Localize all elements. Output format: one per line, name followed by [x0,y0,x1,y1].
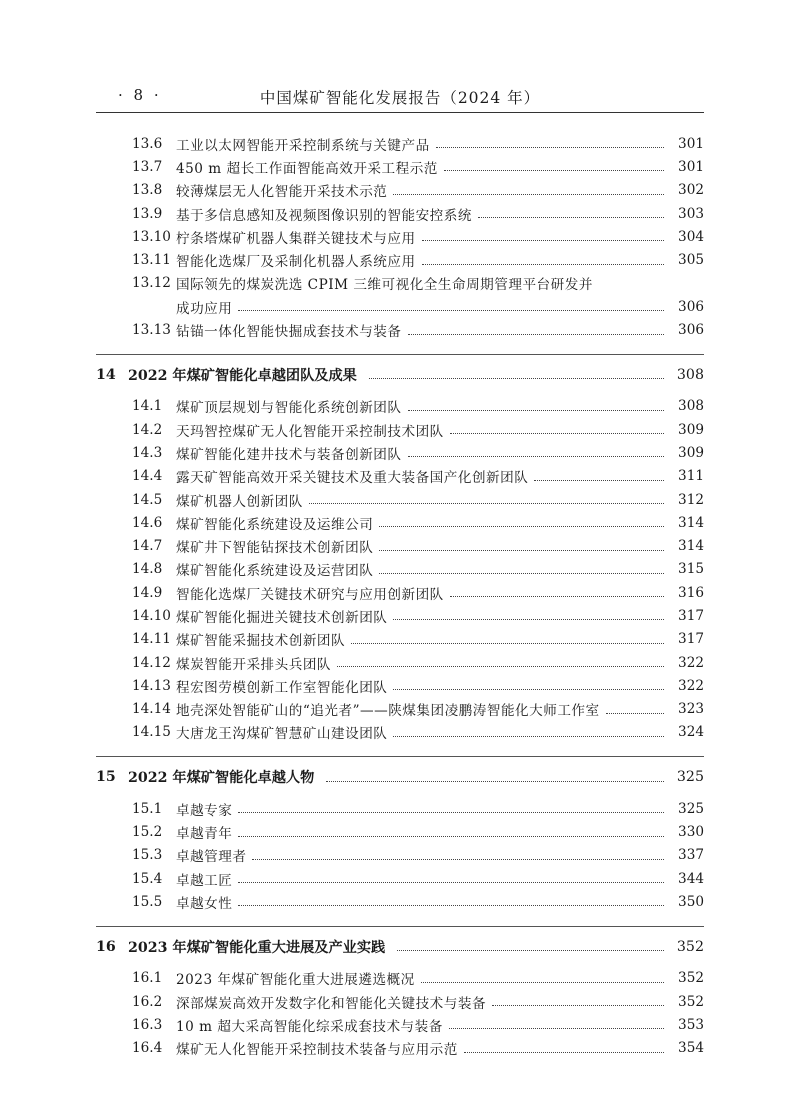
toc-entry [96,890,704,913]
toc-entry [96,441,704,464]
entry-title: 煤矿智能化掘进关键技术创新团队 [176,609,388,626]
entry-page: 324 [678,724,704,741]
entry-number: 15.2 [132,824,163,841]
entry-title: 深部煤炭高效开发数字化和智能化关键技术与装备 [176,995,487,1012]
entry-page: 305 [678,252,704,269]
dot-leader [326,781,664,782]
entry-page: 306 [678,322,704,339]
entry-number: 14.1 [132,398,163,415]
toc-entry [96,534,704,557]
entry-page: 301 [678,135,704,152]
dot-leader [238,836,664,837]
toc-entry-line [96,272,704,295]
entry-number: 13.6 [132,135,163,152]
section-spacer [96,914,704,920]
toc-entry [96,418,704,441]
entry-title: 基于多信息感知及视频图像识别的智能安控系统 [176,207,472,224]
entry-title: 煤矿智能化系统建设及运维公司 [176,516,374,533]
entry-title: 煤矿顶层规划与智能化系统创新团队 [176,400,402,417]
dot-leader [436,147,664,148]
chapter-page: 308 [676,366,704,383]
entry-page: 350 [678,893,704,910]
entry-number: 13.11 [132,252,171,269]
dot-leader [393,194,664,195]
entry-page: 317 [678,607,704,624]
entry-title: 煤矿智能采掘技术创新团队 [176,633,346,650]
entry-number: 14.15 [132,724,171,741]
dot-leader [238,812,664,813]
entry-page: 314 [678,514,704,531]
entry-title: 露天矿智能高效开采关键技术及重大装备国产化创新团队 [176,470,529,487]
dot-leader [492,1005,664,1006]
entry-number: 16.4 [132,1040,163,1057]
toc-entry [96,202,704,225]
toc-entry [96,628,704,651]
entry-number: 14.11 [132,631,171,648]
entry-page: 301 [678,158,704,175]
entry-number: 15.1 [132,800,163,817]
section-spacer [96,744,704,750]
toc-entry [96,488,704,511]
entry-page: 316 [678,584,704,601]
entry-number: 15.3 [132,847,163,864]
entry-number: 13.12 [132,275,171,292]
entry-number: 16.3 [132,1016,163,1033]
toc-entry [96,797,704,820]
entry-title: 智能化选煤厂关键技术研究与应用创新团队 [176,586,444,603]
entry-page: 302 [678,182,704,199]
entry-number: 14.13 [132,677,171,694]
page-header [96,86,704,110]
dot-leader [606,713,664,714]
toc-entry [96,820,704,843]
chapter-title: 2023 年煤矿智能化重大进展及产业实践 [128,939,386,956]
entry-number: 14.2 [132,421,163,438]
entry-title: 国际领先的煤炭洗选 CPIM 三维可视化全生命周期管理平台研发并 [176,277,593,294]
entry-page: 322 [678,654,704,671]
entry-page: 309 [678,444,704,461]
entry-number: 15.4 [132,870,163,887]
entry-number: 16.2 [132,993,163,1010]
entry-number: 16.1 [132,970,163,987]
entry-number: 14.8 [132,561,163,578]
dot-leader [421,982,664,983]
entry-page: 311 [678,468,704,485]
toc-entry [96,867,704,890]
toc-entry [96,155,704,178]
entry-number: 14.6 [132,514,163,531]
entry-page: 352 [678,993,704,1010]
dot-leader [422,264,664,265]
entry-number: 13.10 [132,228,171,245]
dot-leader [351,643,664,644]
entry-page: 323 [678,701,704,718]
entry-page: 306 [678,298,704,315]
chapter-heading [96,935,704,959]
toc-entry [96,395,704,418]
dot-leader [444,170,664,171]
entry-title: 柠条塔煤矿机器人集群关键技术与应用 [176,230,416,247]
entry-number: 13.13 [132,322,171,339]
toc-entry [96,1037,704,1060]
entry-number: 14.12 [132,654,171,671]
chapter-page: 352 [676,938,704,955]
entry-page: 322 [678,677,704,694]
dot-leader [379,573,664,574]
chapter-number: 14 [96,366,116,383]
entry-title: 卓越青年 [176,826,233,843]
entry-title: 大唐龙王沟煤矿智慧矿山建设团队 [176,726,388,743]
toc-entry [96,225,704,248]
dot-leader [534,480,664,481]
entry-page: 337 [678,847,704,864]
entry-title: 2023 年煤矿智能化重大进展遴选概况 [176,972,415,989]
dot-leader [408,334,665,335]
toc-entry [96,990,704,1013]
entry-title: 工业以太网智能开采控制系统与关键产品 [176,137,430,154]
toc-entry [96,651,704,674]
entry-title: 卓越专家 [176,802,233,819]
entry-number: 13.8 [132,182,163,199]
entry-title: 卓越女性 [176,895,233,912]
toc-entry-line [96,295,704,318]
entry-number: 14.3 [132,444,163,461]
chapter-divider [96,354,704,355]
entry-number: 14.9 [132,584,163,601]
entry-page: 325 [678,800,704,817]
dot-leader [408,410,665,411]
dot-leader [393,689,664,690]
entry-title: 钻锚一体化智能快掘成套技术与装备 [176,324,402,341]
section-spacer [96,342,704,348]
dot-leader [309,503,664,504]
entry-title: 煤矿无人化智能开采控制技术装备与应用示范 [176,1042,458,1059]
entry-page: 304 [678,228,704,245]
table-of-contents [96,132,704,1066]
entry-page: 309 [678,421,704,438]
entry-page: 330 [678,824,704,841]
dot-leader [252,859,664,860]
section-spacer [96,1060,704,1066]
entry-number: 14.4 [132,468,163,485]
entry-title: 10 m 超大采高智能化综采成套技术与装备 [176,1018,443,1035]
entry-title: 煤矿智能化系统建设及运营团队 [176,563,374,580]
dot-leader [478,217,664,218]
toc-entry [96,179,704,202]
entry-page: 314 [678,538,704,555]
chapter-title: 2022 年煤矿智能化卓越团队及成果 [128,367,357,384]
entry-page: 317 [678,631,704,648]
chapter-heading [96,765,704,789]
dot-leader [238,310,664,311]
toc-entry [96,1013,704,1036]
entry-number: 14.5 [132,491,163,508]
dot-leader [369,378,664,379]
toc-entry [96,511,704,534]
toc-entry [96,318,704,341]
dot-leader [337,666,664,667]
dot-leader [379,550,664,551]
entry-title: 程宏图劳模创新工作室智能化团队 [176,679,388,696]
dot-leader [379,526,664,527]
entry-title: 煤炭智能开采排头兵团队 [176,656,332,673]
toc-entry [96,558,704,581]
dot-leader [422,240,664,241]
entry-title: 卓越工匠 [176,872,233,889]
entry-page: 344 [678,870,704,887]
entry-page: 312 [678,491,704,508]
running-title: 中国煤矿智能化发展报告（2024 年） [259,89,541,107]
chapter-heading [96,363,704,387]
dot-leader [449,1028,664,1029]
entry-page: 354 [678,1040,704,1057]
dot-leader [450,596,664,597]
entry-title: 煤矿智能化建井技术与装备创新团队 [176,446,402,463]
dot-leader [238,905,664,906]
chapter-divider [96,756,704,757]
page-number: · 8 · [118,86,162,104]
entry-title: 天玛智控煤矿无人化智能开采控制技术团队 [176,423,444,440]
chapter-number: 16 [96,938,116,955]
entry-page: 315 [678,561,704,578]
entry-title: 煤矿机器人创新团队 [176,493,303,510]
entry-page: 352 [678,970,704,987]
chapter-page: 325 [676,769,704,786]
dot-leader [397,950,664,951]
entry-page: 303 [678,205,704,222]
entry-title-continued: 成功应用 [176,300,233,317]
toc-entry [96,967,704,990]
toc-entry [96,465,704,488]
entry-number: 15.5 [132,893,163,910]
toc-entry [96,674,704,697]
entry-number: 13.7 [132,158,163,175]
toc-entry [96,248,704,271]
entry-title: 较薄煤层无人化智能开采技术示范 [176,184,388,201]
toc-entry [96,844,704,867]
entry-title: 煤矿井下智能钻探技术创新团队 [176,540,374,557]
toc-entry [96,132,704,155]
chapter-divider [96,926,704,927]
entry-title: 地壳深处智能矿山的“追光者”——陕煤集团凌鹏涛智能化大师工作室 [176,703,600,720]
chapter-number: 15 [96,769,116,786]
dot-leader [464,1052,664,1053]
toc-entry [96,581,704,604]
entry-page: 353 [678,1016,704,1033]
entry-number: 14.14 [132,701,171,718]
toc-entry [96,272,704,319]
entry-title: 智能化选煤厂及采制化机器人系统应用 [176,254,416,271]
entry-page: 308 [678,398,704,415]
dot-leader [450,433,664,434]
entry-title: 450 m 超长工作面智能高效开采工程示范 [176,160,438,177]
entry-number: 14.10 [132,607,171,624]
dot-leader [393,619,664,620]
toc-entry [96,721,704,744]
toc-entry [96,604,704,627]
toc-entry [96,698,704,721]
header-rule [96,112,704,113]
dot-leader [238,882,664,883]
dot-leader [408,456,665,457]
entry-title: 卓越管理者 [176,849,247,866]
entry-number: 14.7 [132,538,163,555]
entry-number: 13.9 [132,205,163,222]
dot-leader [393,736,664,737]
chapter-title: 2022 年煤矿智能化卓越人物 [128,770,315,787]
